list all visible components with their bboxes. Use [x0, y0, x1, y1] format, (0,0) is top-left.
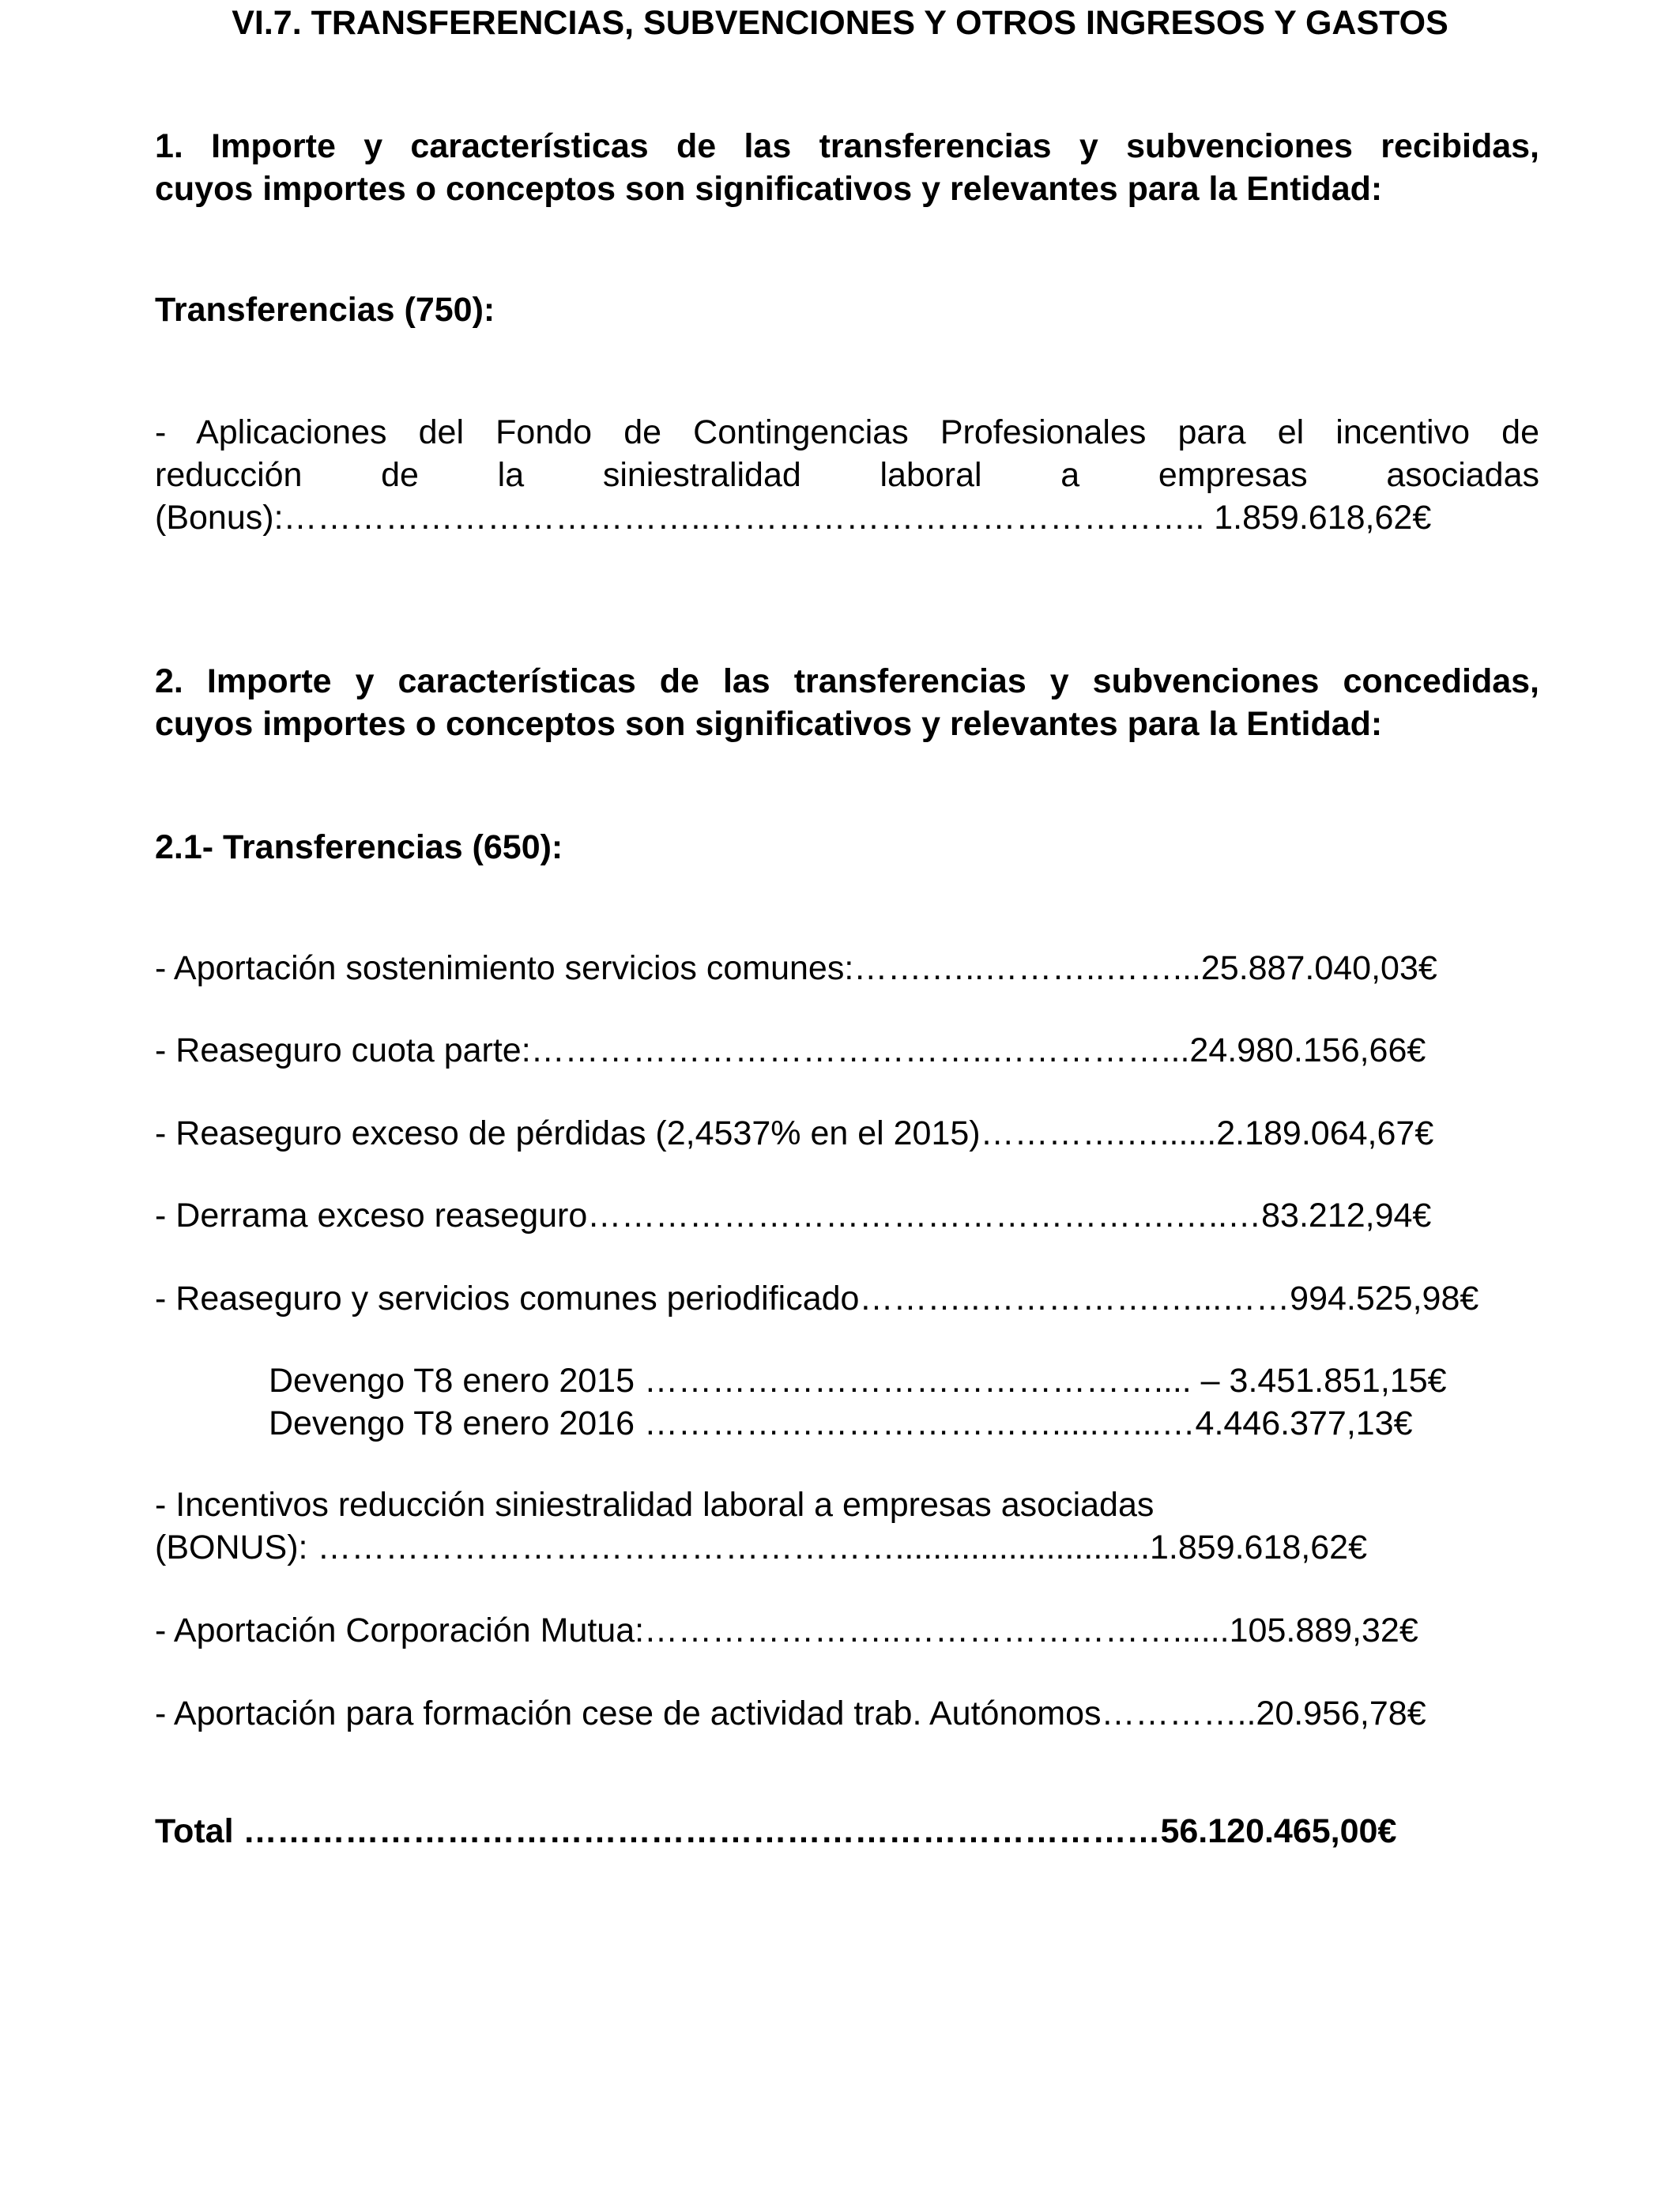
- section2-item-3: - Reaseguro exceso de pérdidas (2,4537% en el 2015)………….…......2.189.064,67€: [155, 1114, 1434, 1152]
- section1-subheading: Transferencias (750):: [155, 291, 495, 329]
- section2-item-5: - Reaseguro y servicios comunes periodificado………..…………….…...……994.525,98€: [155, 1280, 1479, 1318]
- section2-item-2: - Reaseguro cuota parte:…………………………………..……………...24.980.156,66€: [155, 1031, 1426, 1069]
- section2-heading-line2: cuyos importes o conceptos son significativos y relevantes para la Entidad:: [155, 705, 1383, 743]
- section2-item-1: - Aportación sostenimiento servicios comunes:…….…..………..……...25.887.040,03€: [155, 949, 1437, 987]
- section2-subheading: 2.1- Transferencias (650):: [155, 828, 563, 866]
- section2-item-8: - Aportación para formación cese de actividad trab. Autónomos…………..20.956,78€: [155, 1695, 1426, 1732]
- section2-item-6-line2: (BONUS): ……………………………………………...........................1.859.618,62€: [155, 1529, 1367, 1566]
- section1-item-line3: (Bonus):………………………………..…………………………………….. 1.859.618,62€: [155, 499, 1432, 537]
- section2-subitem-2: Devengo T8 enero 2016 ……………………………….....…...…4.446.377,13€: [269, 1404, 1413, 1442]
- section2-item-6-line1: - Incentivos reducción siniestralidad laboral a empresas asociadas: [155, 1486, 1155, 1524]
- section1-heading-line2: cuyos importes o conceptos son significativos y relevantes para la Entidad:: [155, 170, 1383, 208]
- section2-heading-line1: 2. Importe y características de las transferencias y subvenciones concedidas,: [155, 662, 1539, 700]
- section1-item-line1: - Aplicaciones del Fondo de Contingencias Profesionales para el incentivo de: [155, 413, 1539, 451]
- section2-item-4: - Derrama exceso reaseguro…………………………………………….…..…83.212,94€: [155, 1197, 1432, 1235]
- section2-subitem-1: Devengo T8 enero 2015 ……………………………………….... – 3.451.851,15€: [269, 1362, 1447, 1400]
- document-title: VI.7. TRANSFERENCIAS, SUBVENCIONES Y OTROS INGRESOS Y GASTOS: [232, 4, 1448, 42]
- total-line: Total ………………………………………………………………………56.120.465,00€: [155, 1812, 1397, 1850]
- section1-item-line2: reducción de la siniestralidad laboral a empresas asociadas: [155, 456, 1539, 494]
- section2-item-7: - Aportación Corporación Mutua:…………………..……………………......105.889,32€: [155, 1612, 1418, 1649]
- section1-heading-line1: 1. Importe y características de las transferencias y subvenciones recibidas,: [155, 127, 1539, 165]
